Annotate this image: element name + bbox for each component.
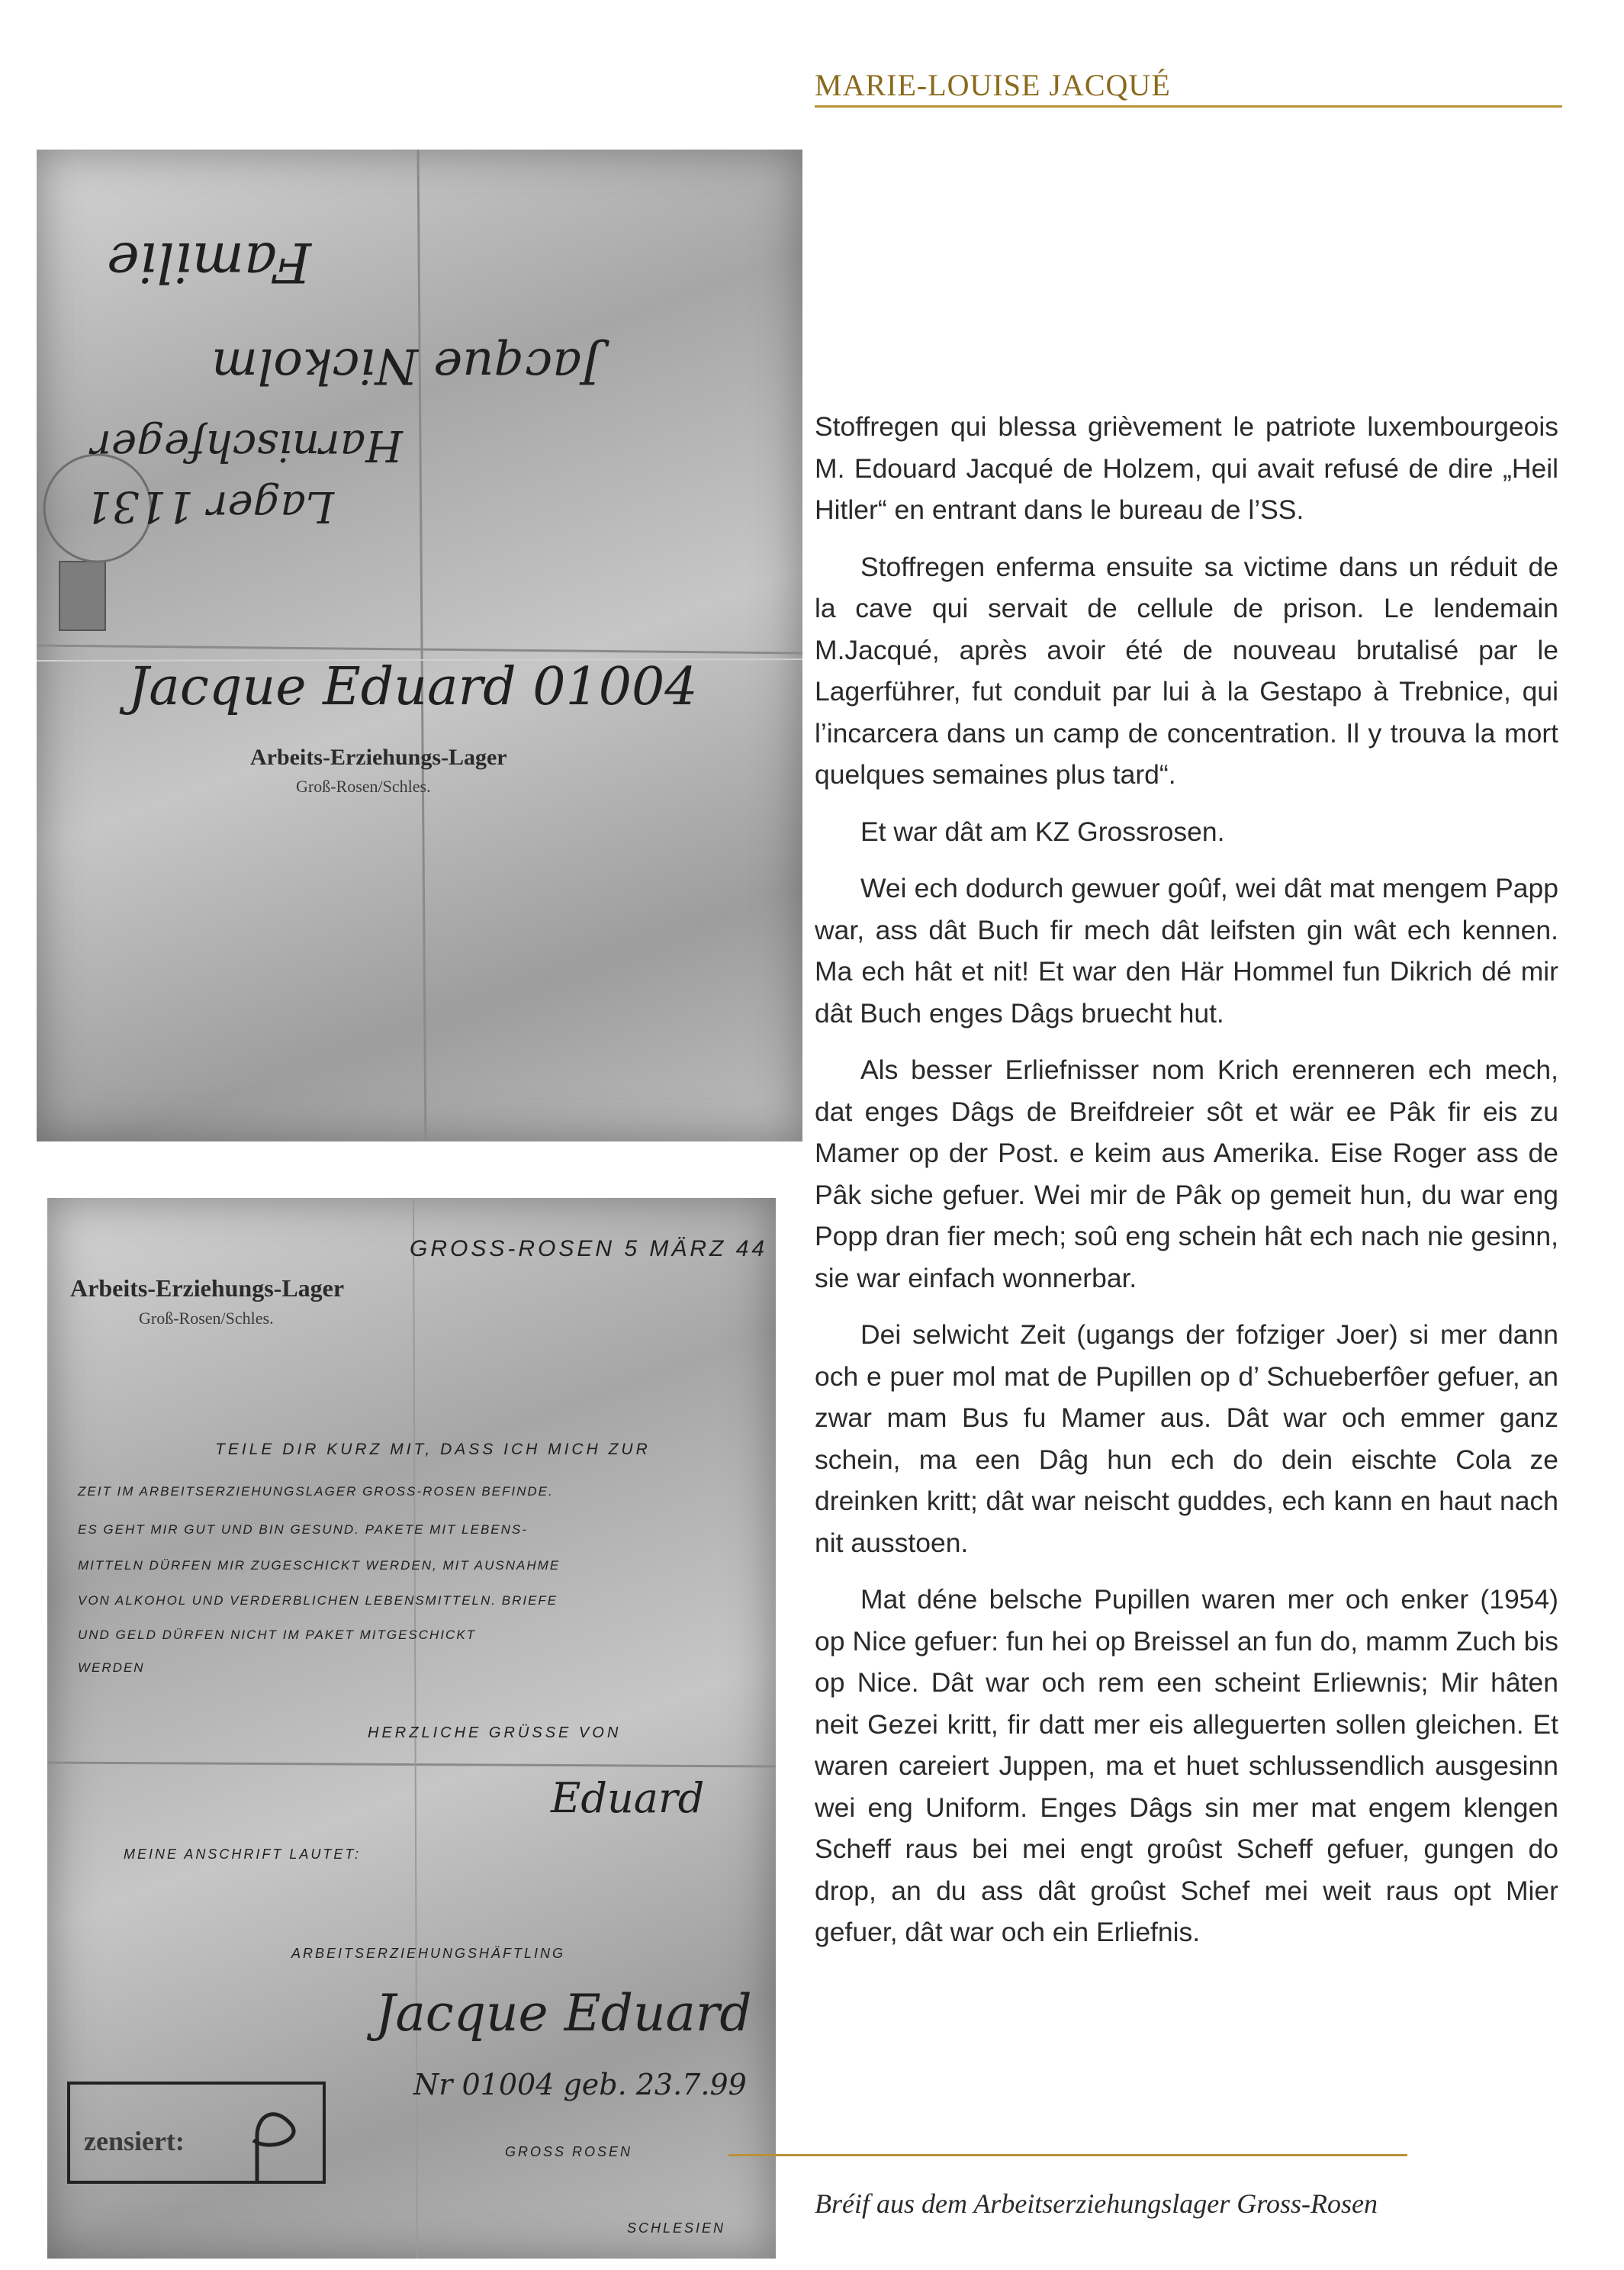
letter-greeting: HERZLICHE GRÜSSE VON <box>368 1724 622 1741</box>
addressee-line-4: Lager 1131 <box>85 481 334 531</box>
envelope-stamp-line-1: Arbeits-Erziehungs-Lager <box>250 745 507 770</box>
letter-address-intro: MEINE ANSCHRIFT LAUTET: <box>124 1847 362 1862</box>
running-head: MARIE-LOUISE JACQUÉ <box>815 68 1171 102</box>
running-head-rule <box>815 105 1562 108</box>
censor-stamp-label: zensiert: <box>84 2126 185 2156</box>
letter-body-line-4: MITTELN DÜRFEN MIR ZUGESCHICKT WERDEN, MIT AUSNAHME <box>78 1558 561 1573</box>
article-paragraph-2: Stoffregen enferma ensuite sa victime dans un réduit de la cave qui servait de cellule de prison. Le lendemain M.Jacqué, après avoir été de nouveau brutalisé par le Lagerführer, fut conduit par lui à la Gestapo à Trebnice, qui l’incarcera dans un camp de concentration. Il y trouva la mort quelques semaines plus tard“. <box>815 551 1558 790</box>
letter-address-place-1: GROSS ROSEN <box>505 2144 633 2159</box>
article-paragraph-4: Wei ech dodurch gewuer goûf, wei dât mat mengem Papp war, ass dât Buch fir mech dât leifsten gin wât ech kennen. Ma ech hât et nit! Et war den Här Hommel fun Dikrich dé mir dât Buch enges Dâgs bruecht hut. <box>815 873 1558 1029</box>
caption-rule <box>728 2154 1407 2156</box>
article-paragraph-3: Et war dât am KZ Grossrosen. <box>860 816 1225 847</box>
letter-date-line: GROSS-ROSEN 5 MÄRZ 44 <box>410 1236 768 1261</box>
letter-body-line-6: UND GELD DÜRFEN NICHT IM PAKET MITGESCHICKT <box>78 1628 477 1642</box>
envelope-stamp-line-2: Groß-Rosen/Schles. <box>296 777 431 796</box>
article-paragraph-6: Dei selwicht Zeit (ugangs der fofziger Joer) si mer dann och e puer mol mat de Pupillen op d’ Schueberfôer gefuer, an zwar mam Bus fu Mamer aus. Dât war och emmer ganz schein, ma een Dâg hun ech do dein eischte Cola ze dreinken kritt; dât war neischt guddes, ech kann en haut nach nit ausstoen. <box>815 1319 1558 1558</box>
letter-stamp-line-2: Groß-Rosen/Schles. <box>139 1309 274 1328</box>
letter-address-place-2: SCHLESIEN <box>627 2220 726 2236</box>
figure-caption: Bréif aus dem Arbeitserziehungslager Gross-Rosen <box>815 2188 1378 2219</box>
letter-stamp-line-1: Arbeits-Erziehungs-Lager <box>70 1274 345 1302</box>
letter-body-line-3: ES GEHT MIR GUT UND BIN GESUND. PAKETE MIT LEBENS- <box>78 1522 528 1537</box>
article-paragraph-7: Mat déne belsche Pupillen waren mer och enker (1954) op Nice gefuer: fun hei op Breissel an fun do, mamm Zuch bis op Nice. Dât war och rem een scheint Erliewnis; Mir hâten neit Gezei kritt, fir datt mer eis alleguerten sollen gleichen. Et waren careiert Juppen, ma et huet schlussendlich ausgesinn wei eng Uniform. Enges Dâgs sin mer mat engem klengen Scheff raus bei mei engt groûst Scheff gefuer, gungen do drop, an du ass dât groûst Schef mei weit raus opt Mier gefuer, dât war och ein Erliefnis. <box>815 1584 1558 1947</box>
censor-mark-icon <box>47 1198 776 2259</box>
letter-body-line-2: ZEIT IM ARBEITSERZIEHUNGSLAGER GROSS-ROSEN BEFINDE. <box>78 1484 554 1499</box>
envelope-sender-name: Jacque Eduard 01004 <box>128 657 698 717</box>
envelope-scan <box>37 150 802 1141</box>
letter-signature: Eduard <box>551 1774 705 1822</box>
letter-body-line-5: VON ALKOHOL UND VERDERBLICHEN LEBENSMITTELN. BRIEFE <box>78 1593 558 1608</box>
addressee-line-2: Jacque Nickolm <box>211 337 601 394</box>
addressee-line-1: Familie <box>107 230 311 295</box>
addressee-line-3: Harnischfeger <box>91 420 403 470</box>
letter-body-line-7: WERDEN <box>78 1660 145 1675</box>
letter-address-title: ARBEITSERZIEHUNGSHÄFTLING <box>291 1946 566 1961</box>
article-paragraph-1: Stoffregen qui blessa grièvement le patriote luxembourgeois M. Edouard Jacqué de Holzem, qui avait refusé de dire „Heil Hitler“ en entrant dans le bureau de l’SS. <box>815 411 1558 525</box>
envelope-addressee <box>85 203 693 539</box>
article-body <box>815 406 1558 1969</box>
article-paragraph-5: Als besser Erliefnisser nom Krich erenneren ech mech, dat enges Dâgs de Breifdreier sôt et wär ee Pâk fir eis zu Mamer op der Post. e keim aus Amerika. Eise Roger ass de Pâk siche gefuer. Wei mir de Pâk op gemeit hun, du war eng Popp dran fier mech; soû eng schein hât ech nach nie gesinn, sie war einfach wonnerbar. <box>815 1055 1558 1293</box>
letter-scan <box>47 1198 776 2259</box>
letter-body-line-1: TEILE DIR KURZ MIT, DASS ICH MICH ZUR <box>215 1441 651 1458</box>
letter-address-number: Nr 01004 geb. 23.7.99 <box>413 2068 747 2101</box>
letter-address-name: Jacque Eduard <box>375 1984 752 2043</box>
